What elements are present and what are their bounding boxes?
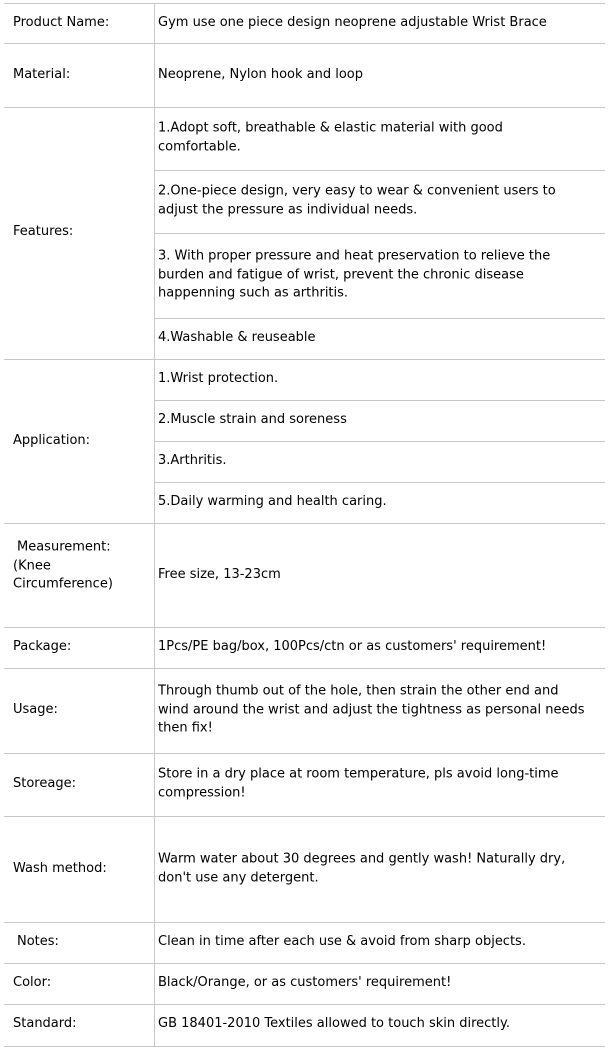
standard-value (158, 1015, 600, 1034)
application-item (158, 452, 600, 471)
wash-method-label: Wash method: (13, 860, 107, 876)
package-value (158, 638, 600, 657)
text-line: (Knee (13, 557, 51, 573)
text-line: 4.Washable & reuseable (158, 329, 316, 345)
application-item (158, 493, 600, 512)
color-value (158, 974, 600, 993)
package-label: Package: (13, 638, 72, 654)
row-divider (4, 922, 605, 923)
notes-value (158, 933, 600, 952)
feature-item (158, 329, 600, 348)
storage-label: Storeage: (13, 775, 76, 791)
product-spec-table (4, 3, 605, 1047)
row-divider (4, 627, 605, 628)
feature-item (158, 247, 600, 303)
feature-item (158, 120, 600, 157)
row-divider (4, 107, 605, 108)
subrow-divider (154, 233, 605, 234)
column-divider (154, 3, 155, 1047)
usage-value (158, 682, 600, 738)
application-item (158, 411, 600, 430)
text-line: GB 18401-2010 Textiles allowed to touch skin directly. (158, 1015, 510, 1031)
subrow-divider (154, 400, 605, 401)
text-line: Store in a dry place at room temperature, pls avoid long-time (158, 766, 559, 782)
product-name-value (158, 14, 600, 33)
subrow-divider (154, 170, 605, 171)
text-line: wind around the wrist and adjust the tightness as personal needs (158, 701, 585, 717)
text-line: comfortable. (158, 139, 241, 154)
text-line: 1.Wrist protection. (158, 370, 279, 386)
text-line: 1.Adopt soft, breathable & elastic material with good (158, 120, 503, 136)
application-label: Application: (13, 432, 91, 448)
text-line: happenning such as arthritis. (158, 285, 349, 301)
row-divider (4, 816, 605, 817)
material-value (158, 66, 600, 85)
row-divider (4, 3, 605, 4)
text-line: 3.Arthritis. (158, 452, 227, 468)
measurement-value (158, 566, 600, 585)
text-line: 1Pcs/PE bag/box, 100Pcs/ctn or as customers' requirement! (158, 638, 547, 654)
storage-value (158, 766, 600, 803)
row-divider (4, 43, 605, 44)
subrow-divider (154, 441, 605, 442)
text-line: Clean in time after each use & avoid from sharp objects. (158, 933, 526, 949)
text-line: Gym use one piece design neoprene adjustable Wrist Brace (158, 14, 547, 30)
feature-item (158, 183, 600, 220)
text-line: don't use any detergent. (158, 870, 319, 885)
row-divider (4, 523, 605, 524)
text-line: Through thumb out of the hole, then strain the other end and (158, 683, 559, 699)
row-divider (4, 668, 605, 669)
text-line: Circumference) (13, 576, 113, 592)
usage-label: Usage: (13, 701, 58, 717)
standard-label: Standard: (13, 1015, 77, 1031)
row-divider (4, 359, 605, 360)
color-label: Color: (13, 974, 52, 990)
text-line: 2.One-piece design, very easy to wear & convenient users to (158, 183, 556, 199)
text-line: Free size, 13-23cm (158, 566, 281, 582)
measurement-label (13, 538, 149, 594)
product-name-label: Product Name: (13, 14, 110, 30)
text-line: Warm water about 30 degrees and gently wash! Naturally dry, (158, 851, 566, 867)
application-item (158, 370, 600, 389)
text-line: burden and fatigue of wrist, prevent the chronic disease (158, 266, 524, 282)
row-divider (4, 1004, 605, 1005)
row-divider (4, 1046, 605, 1047)
features-label: Features: (13, 223, 74, 239)
subrow-divider (154, 482, 605, 483)
wash-method-value (158, 851, 600, 888)
text-line: Black/Orange, or as customers' requirement! (158, 974, 452, 990)
notes-label: Notes: (17, 933, 59, 949)
text-line: adjust the pressure as individual needs. (158, 202, 418, 217)
text-line: Neoprene, Nylon hook and loop (158, 66, 364, 82)
material-label: Material: (13, 66, 71, 82)
text-line: 5.Daily warming and health caring. (158, 493, 387, 509)
text-line: 2.Muscle strain and soreness (158, 411, 347, 427)
text-line: 3. With proper pressure and heat preservation to relieve the (158, 248, 551, 264)
text-line: compression! (158, 785, 246, 800)
subrow-divider (154, 318, 605, 319)
text-line: Measurement: (17, 539, 111, 555)
text-line: then fix! (158, 720, 213, 736)
row-divider (4, 753, 605, 754)
row-divider (4, 963, 605, 964)
